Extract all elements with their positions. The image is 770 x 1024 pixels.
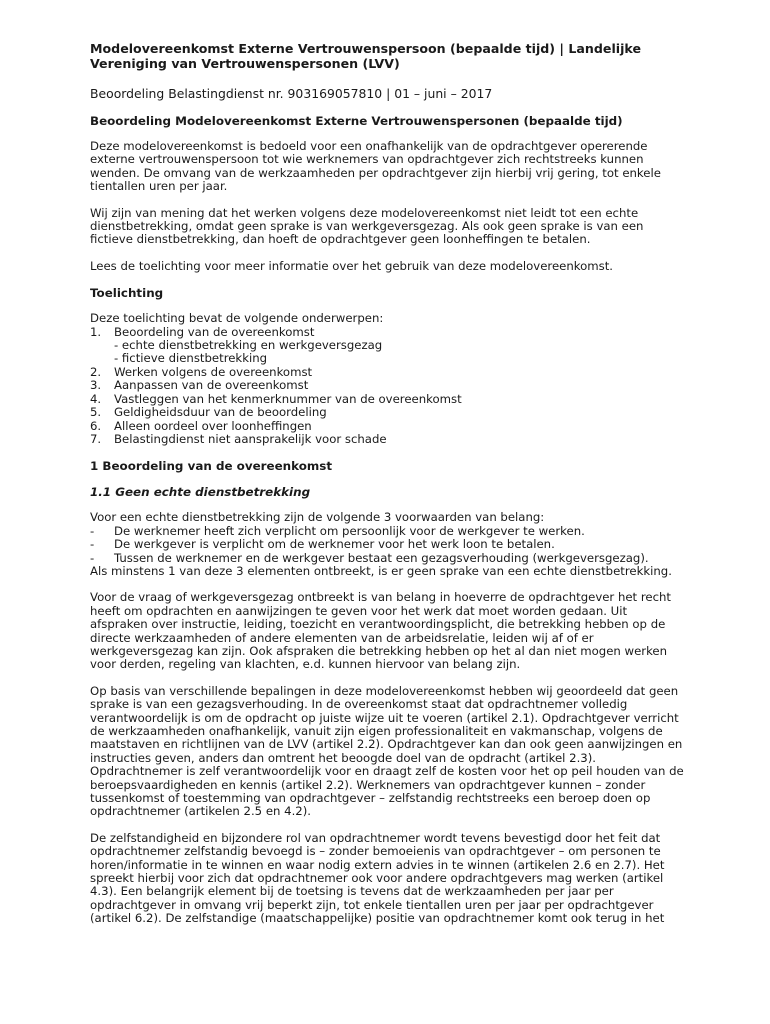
condition-text: De werknemer heeft zich verplicht om persoonlijk voor de werkgever te werken. bbox=[114, 523, 585, 538]
toc-item-number: 5. bbox=[90, 405, 102, 420]
toc-item-number: 1. bbox=[90, 324, 102, 339]
toc-subitem bbox=[90, 339, 686, 352]
toc-subitem-label: - fictieve dienstbetrekking bbox=[114, 351, 268, 366]
toc-item-number: 2. bbox=[90, 364, 102, 379]
condition-text: Tussen de werknemer en de werkgever bestaat een gezagsverhouding (werkgeversgezag). bbox=[114, 550, 649, 565]
toc-item bbox=[90, 366, 686, 379]
document-title: Modelovereenkomst Externe Vertrouwenspersoon (bepaalde tijd) | Landelijke Vereniging van Vertrouwenspersonen (LVV) bbox=[90, 41, 641, 71]
intro-paragraph-2: Wij zijn van mening dat het werken volgens deze modelovereenkomst niet leidt tot een echte dienstbetrekking, omdat geen sprake is van werkgeversgezag. Als ook geen sprake is van een fictieve dienstbetrekking, dan hoeft de opdrachtgever geen loonheffingen te betalen. bbox=[90, 205, 644, 247]
toc-item-label: Aanpassen van de overeenkomst bbox=[114, 378, 309, 393]
toelichting-heading: Toelichting bbox=[90, 286, 164, 301]
toc-item-label: Beoordeling van de overeenkomst bbox=[114, 324, 315, 339]
condition-item bbox=[90, 538, 686, 551]
toc-item-number: 7. bbox=[90, 431, 102, 446]
toc-item-number: 3. bbox=[90, 378, 102, 393]
toc-item bbox=[90, 326, 686, 339]
toc-item-label: Vastleggen van het kenmerknummer van de overeenkomst bbox=[114, 391, 462, 406]
toc-subitem bbox=[90, 352, 686, 365]
dash-bullet: - bbox=[90, 523, 95, 538]
dash-bullet: - bbox=[90, 550, 95, 565]
section-1-1-heading: 1.1 Geen echte dienstbetrekking bbox=[90, 485, 311, 500]
document-subtitle: Beoordeling Belastingdienst nr. 903169057810 | 01 – juni – 2017 bbox=[90, 86, 493, 101]
toc-item-label: Belastingdienst niet aansprakelijk voor schade bbox=[114, 431, 387, 446]
paragraph-basis: Op basis van verschillende bepalingen in deze modelovereenkomst hebben wij geoordeeld dat geen sprake is van een gezagsverhouding. In de overeenkomst staat dat opdrachtnemer volledig verantwoordelijk is om de opdracht op juiste wijze uit te voeren (artikel 2.1). Opdrachtgever verricht de werkzaamheden onafhankelijk, vanuit zijn eigen professionaliteit en vakmanschap, volgens de maatstaven en richtlijnen van de LVV (artikel 2.2). Opdrachtgever kan dan ook geen aanwijzingen en instructies geven, anders dan omtrent het beoogde doel van de opdracht (artikel 2.3). Opdrachtnemer is zelf verantwoordelijk voor en draagt zelf de kosten voor het op peil houden van de beroepsvaardigheden en kennis (artikel 2.2). Werknemers van opdrachtgever kunnen – zonder tussenkomst of toestemming van opdrachtgever – zelfstandig rechtstreeks een beroep doen op opdrachtnemer (artikelen 2.5 en 4.2). bbox=[90, 683, 684, 819]
conditions-outro: Als minstens 1 van deze 3 elementen ontbreekt, is er geen sprake van een echte dienstbetrekking. bbox=[90, 563, 672, 578]
toc-item-label: Geldigheidsduur van de beoordeling bbox=[114, 405, 327, 420]
condition-text: De werkgever is verplicht om de werknemer voor het werk loon te betalen. bbox=[114, 537, 555, 552]
paragraph-zelfstandigheid: De zelfstandigheid en bijzondere rol van opdrachtnemer wordt tevens bevestigd door het feit dat opdrachtnemer zelfstandig bevoegd is – zonder bemoeienis van opdrachtgever – om personen te horen/informatie in te winnen en waar nodig extern advies in te winnen (artikelen 2.6 en 2.7). Het spreekt hierbij voor zich dat opdrachtnemer ook voor andere opdrachtgevers mag werken (artikel 4.3). Een belangrijk element bij de toetsing is tevens dat de werkzaamheden per jaar per opdrachtgever in omvang vrij beperkt zijn, tot enkele tientallen uren per jaar per opdrachtgever (artikel 6.2). De zelfstandige (maatschappelijke) positie van opdrachtnemer komt ook terug in het bbox=[90, 830, 665, 926]
condition-item bbox=[90, 525, 686, 538]
toc-list bbox=[90, 326, 686, 447]
toc-item-number: 4. bbox=[90, 391, 102, 406]
toc-item-label: Alleen oordeel over loonheffingen bbox=[114, 418, 312, 433]
toc-subitem-label: - echte dienstbetrekking en werkgeversgezag bbox=[114, 338, 383, 353]
toc-item bbox=[90, 393, 686, 406]
toc-item bbox=[90, 420, 686, 433]
conditions-list bbox=[90, 525, 686, 565]
toc-item bbox=[90, 379, 686, 392]
toc-item-number: 6. bbox=[90, 418, 102, 433]
condition-item bbox=[90, 552, 686, 565]
toc-item bbox=[90, 433, 686, 446]
toc-intro: Deze toelichting bevat de volgende onderwerpen: bbox=[90, 311, 384, 326]
intro-paragraph-3: Lees de toelichting voor meer informatie over het gebruik van deze modelovereenkomst. bbox=[90, 258, 614, 273]
conditions-intro: Voor een echte dienstbetrekking zijn de volgende 3 voorwaarden van belang: bbox=[90, 510, 545, 525]
intro-paragraph-1: Deze modelovereenkomst is bedoeld voor een onafhankelijk van de opdrachtgever opererende externe vertrouwenspersoon tot wie werknemers van opdrachtgever zich rechtstreeks kunnen wenden. De omvang van de werkzaamheden per opdrachtgever zijn hierbij vrij gering, tot enkele tientallen uren per jaar. bbox=[90, 139, 661, 194]
toc-item bbox=[90, 406, 686, 419]
paragraph-werkgeversgezag: Voor de vraag of werkgeversgezag ontbreekt is van belang in hoeverre de opdrachtgever het recht heeft om opdrachten en aanwijzingen te geven voor het werk dat moet worden gedaan. Uit afspraken over instructie, leiding, toezicht en verantwoordingsplicht, die betrekking hebben op de directe werkzaamheden of andere elementen van de arbeidsrelatie, leiden wij af of er werkgeversgezag kan zijn. Ook afspraken die betrekking hebben op het al dan niet mogen werken voor derden, regeling van klachten, e.d. kunnen hiervoor van belang zijn. bbox=[90, 590, 671, 672]
dash-bullet: - bbox=[90, 537, 95, 552]
main-heading: Beoordeling Modelovereenkomst Externe Vertrouwenspersonen (bepaalde tijd) bbox=[90, 114, 623, 128]
toc-item-label: Werken volgens de overeenkomst bbox=[114, 364, 313, 379]
section-1-heading: 1 Beoordeling van de overeenkomst bbox=[90, 459, 333, 474]
